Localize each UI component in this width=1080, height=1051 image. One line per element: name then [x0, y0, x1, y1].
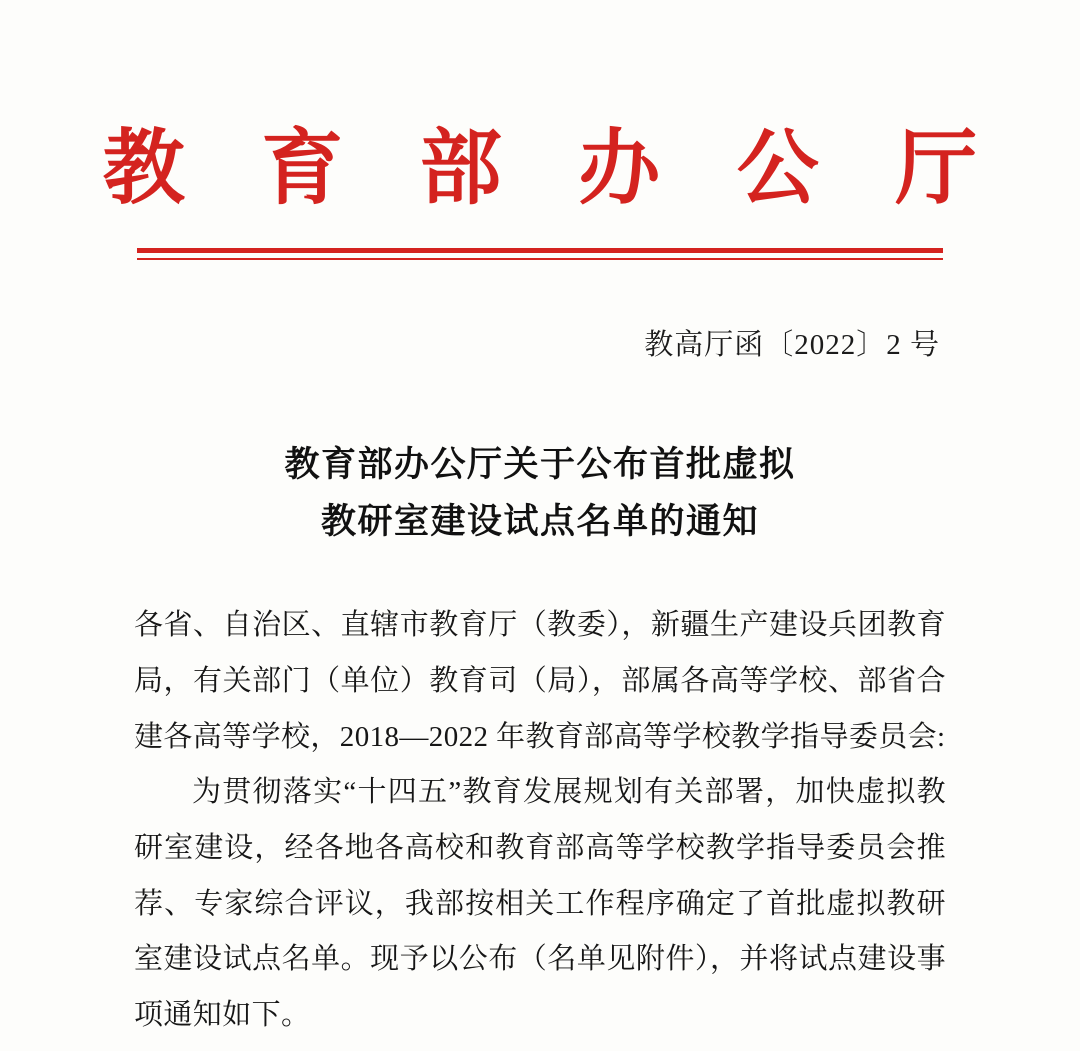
document-number: 教高厅函〔2022〕2 号 — [644, 329, 940, 361]
document-body — [134, 598, 946, 1043]
letterhead-rule — [137, 248, 943, 260]
page-title-line-1: 教育部办公厅关于公布首批虚拟 — [284, 445, 796, 484]
page-title — [0, 437, 1080, 550]
recipients-paragraph: 各省、自治区、直辖市教育厅（教委），新疆生产建设兵团教育局，有关部门（单位）教育司（局），部属各高等学校、部省合建各高等学校，2018—2022 年教育部高等学校教学指导委员会: — [134, 609, 946, 753]
page-title-line-2: 教研室建设试点名单的通知 — [320, 501, 759, 541]
rule-thin — [137, 258, 943, 260]
body-paragraph-1: 为贯彻落实“十四五”教育发展规划有关部署，加快虚拟教研室建设，经各地各高校和教育部高等学校教学指导委员会推荐、专家综合评议，我部按相关工作程序确定了首批虚拟教研室建设试点名单。现予以公布（名单见附件），并将试点建设事项通知如下。 — [134, 776, 946, 1032]
letterhead-title: 教 育 部 办 公 厅 — [102, 123, 1006, 214]
letterhead — [0, 0, 1080, 260]
